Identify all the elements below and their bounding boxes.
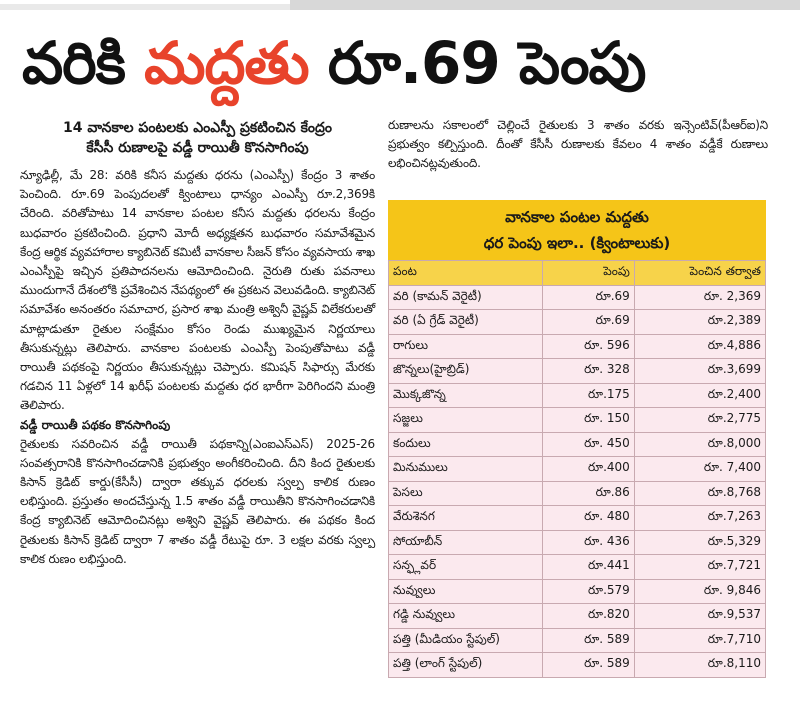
crop-name-cell: సన్ఫ్లవర్ [389,555,543,580]
crop-name-cell: వరి (ఏ గ్రేడ్ వెరైటీ) [389,310,543,335]
table-title-line2: ధర పెంపు ఇలా.. (క్వింటాలుకు) [483,234,671,252]
article-paragraph-1: న్యూఢిల్లీ, మే 28: వరికి కనీస మద్దతు ధరను (ఎంఎస్పీ) కేంద్రం 3 శాతం పెంచింది. రూ.69 పెంపుదలతో క్వింటాలు ధాన్యం ఎంఎస్పీ రూ.2,369కి చేరింది. వరితోపాటు 14 వానకాల పంటల కనీస మద్దతు ధరలను కేంద్రం బుధవారం ప్రకటించింది. ప్రధాని మోదీ అధ్యక్షతన బుధవారం సమావేశమైన కేంద్ర ఆర్థిక వ్యవహారాల క్యాబినెట్ కమిటీ వానకాల సీజన్ కోసం వ్యవసాయ శాఖ ఎంఎస్పీపై ఇచ్చిన ప్రతిపాదనలను ఆమోదించింది. నైరుతి రుతు పవనాలు ముందుగానే దేశంలోకి ప్రవేశించిన నేపథ్యంలో ఈ ప్రకటన వెలువడింది. క్యాబినెట్ సమావేశం అనంతరం సమాచార, ప్రసార శాఖ మంత్రి అశ్వినీ వైష్ణవ్ విలేకరులతో మాట్లాడుతూ రైతుల సంక్షేమం కోసం రెండు ముఖ్యమైన నిర్ణయాలు తీసుకున్నట్లు తెలిపారు. వానకాల పంటలకు ఎంఎస్పీ పెంపుతోపాటు వడ్డీ రాయితీ పథకంపై నిర్ణయం తీసుకున్నట్లు చెప్పారు. కమిషన్ సిఫార్సు మేరకు గడచిన 11 ఏళ్లలో 14 ఖరీఫ్ పంటలకు మద్దతు ధర భారీగా పెరిగిందని మంత్రి తెలిపారు. [20,168,375,413]
increase-cell: రూ. 450 [542,432,634,457]
new-price-cell: రూ.7,263 [634,506,765,531]
new-price-cell: రూ. 2,369 [634,285,765,310]
crop-name-cell: గడ్డి నువ్వులు [389,604,543,629]
article-paragraph-3: రుణాలను సకాలంలో చెల్లించే రైతులకు 3 శాతం వరకు ఇన్సెంటివ్(పీఆర్ఐ)ని ప్రభుత్వం కల్పిస్తుంది. దీంతో కేసీసీ రుణాలకు కేవలం 4 శాతం వడ్డీకే రుణాలు లభించినట్లవుతుంది. [388,118,768,171]
increase-cell: రూ.820 [542,604,634,629]
increase-cell: రూ. 328 [542,359,634,384]
crop-name-cell: పెసలు [389,481,543,506]
increase-cell: రూ.579 [542,579,634,604]
table-row [389,359,766,384]
new-price-cell: రూ. 9,846 [634,579,765,604]
increase-cell: రూ. 589 [542,628,634,653]
new-price-cell: రూ.5,329 [634,530,765,555]
new-price-cell: రూ.2,389 [634,310,765,335]
article-column-1 [20,118,375,569]
table-title-line1: వానకాల పంటల మద్దతు [505,208,649,226]
increase-cell: రూ. 596 [542,334,634,359]
increase-cell: రూ.69 [542,310,634,335]
new-price-cell: రూ.4,886 [634,334,765,359]
increase-cell: రూ. 480 [542,506,634,531]
increase-cell: రూ.86 [542,481,634,506]
increase-cell: రూ.441 [542,555,634,580]
crop-name-cell: సజ్జలు [389,408,543,433]
table-row [389,310,766,335]
increase-cell: రూ.69 [542,285,634,310]
msp-table [388,200,766,684]
new-price-cell: రూ. 7,400 [634,457,765,482]
subheadline-2: కేసీసీ రుణాలపై వడ్డీ రాయితీ కొనసాగింపు [86,140,309,156]
table-row [389,579,766,604]
page-top-border-dark [290,0,800,10]
new-price-cell: రూ.2,775 [634,408,765,433]
table-row [389,285,766,310]
crop-name-cell: జొన్నలు(హైబ్రిడ్) [389,359,543,384]
crop-name-cell: వేరుశెనగ [389,506,543,531]
new-price-cell: రూ.2,400 [634,383,765,408]
table-row [389,457,766,482]
headline [22,22,792,104]
msp-data-table [388,260,766,678]
table-row [389,481,766,506]
table-row [389,653,766,678]
table-row [389,383,766,408]
table-row [389,506,766,531]
crop-name-cell: పత్తి (లాంగ్ స్టేపుల్) [389,653,543,678]
headline-part1: వరికి [22,29,145,97]
header-crop: పంట [389,261,543,286]
crop-name-cell: నువ్వులు [389,579,543,604]
crop-name-cell: పత్తి (మీడియం స్టేపుల్) [389,628,543,653]
table-row [389,628,766,653]
table-header-row [389,261,766,286]
crop-name-cell: వరి (కామన్ వెరైటీ) [389,285,543,310]
table-row [389,334,766,359]
header-after: పెంచిన తర్వాత [634,261,765,286]
new-price-cell: రూ.7,721 [634,555,765,580]
new-price-cell: రూ.8,768 [634,481,765,506]
table-row [389,555,766,580]
crop-name-cell: సోయాబీన్ [389,530,543,555]
increase-cell: రూ. 589 [542,653,634,678]
crop-name-cell: కందులు [389,432,543,457]
headline-highlight: మద్దతు [144,29,309,97]
header-increase: పెంపు [542,261,634,286]
table-row [389,408,766,433]
article-paragraph-2: రైతులకు సవరించిన వడ్డీ రాయితీ పథకాన్ని(ఎంఐఎస్ఎస్) 2025-26 సంవత్సరానికి కొనసాగించడానికి ప్రభుత్వం అంగీకరించింది. దీని కింద రైతులకు కిసాన్ క్రెడిట్ కార్డు(కేసీసీ) ద్వారా తక్కువ ధరలకు స్వల్ప కాలిక రుణం లభిస్తుంది. ప్రస్తుతం అందచేస్తున్న 1.5 శాతం వడ్డీ రాయితీని కొనసాగించడానికి కేంద్ర క్యాబినెట్ ఆమోదించినట్లు అశ్విని వైష్ణవ్ తెలిపారు. ఈ పథకం కింద రైతులకు కిసాన్ క్రెడిట్ ద్వారా 7 శాతం వడ్డీ రేటుపై రూ. 3 లక్షల వరకు స్వల్ప కాలిక రుణం లభిస్తుంది. [20,436,375,566]
headline-part3: రూ.69 పెంపు [308,29,646,97]
new-price-cell: రూ.8,110 [634,653,765,678]
crop-name-cell: మినుములు [389,457,543,482]
increase-cell: రూ.175 [542,383,634,408]
new-price-cell: రూ.3,699 [634,359,765,384]
table-row [389,432,766,457]
new-price-cell: రూ.7,710 [634,628,765,653]
article-subhead: వడ్డీ రాయితీ పథకం కొనసాగింపు [20,417,171,432]
crop-name-cell: మొక్కజొన్న [389,383,543,408]
new-price-cell: రూ.9,537 [634,604,765,629]
new-price-cell: రూ.8,000 [634,432,765,457]
increase-cell: రూ. 150 [542,408,634,433]
crop-name-cell: రాగులు [389,334,543,359]
table-title [388,200,766,260]
subheadline-1: 14 వానకాల పంటలకు ఎంఎస్పీ ప్రకటించిన కేంద్రం [63,120,332,136]
increase-cell: రూ. 436 [542,530,634,555]
table-row [389,530,766,555]
table-row [389,604,766,629]
increase-cell: రూ.400 [542,457,634,482]
